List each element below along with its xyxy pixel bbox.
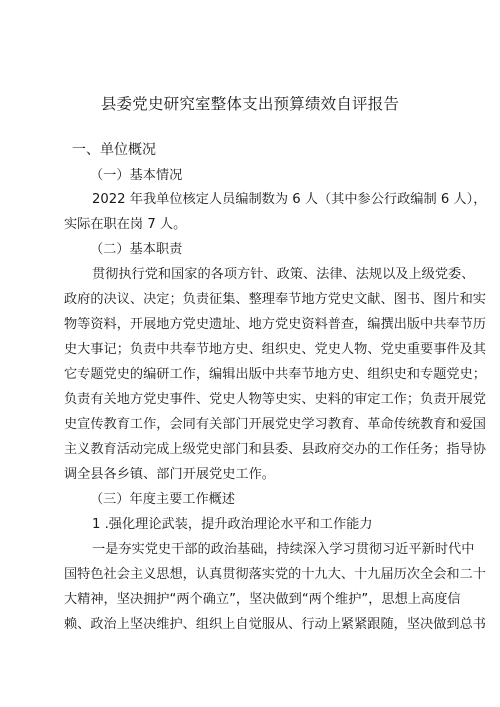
paragraph-line: 实际在职在岗 7 人。 bbox=[64, 217, 187, 232]
paragraph-line: 史大事记；负责中共奉节地方史、组织史、党史人物、党史重要事件及其 bbox=[64, 342, 486, 357]
document-title: 县委党史研究室整体支出预算绩效自评报告 bbox=[100, 95, 400, 113]
paragraph-line: 负责有关地方党史事件、党史人物等史实、史料的审定工作；负责开展党 bbox=[64, 392, 486, 407]
item-heading: 1 .强化理论武装，提升政治理论水平和工作能力 bbox=[92, 517, 373, 532]
paragraph-line: 它专题党史的编研工作，编辑出版中共奉节地方史、组织史和专题党史； bbox=[64, 367, 486, 382]
paragraph-line: 大精神，坚决拥护“两个确立”，坚决做到“两个维护”，思想上高度信 bbox=[64, 592, 461, 607]
subsection-heading-duties: （二）基本职责 bbox=[90, 242, 183, 257]
paragraph-line: 2022 年我单位核定人员编制数为 6 人（其中参公行政编制 6 人）， bbox=[92, 192, 487, 207]
paragraph-line: 赖、政治上坚决维护、组织上自觉服从、行动上紧紧跟随，坚决做到总书 bbox=[64, 617, 486, 632]
paragraph-line: 贯彻执行党和国家的各项方针、政策、法律、法规以及上级党委、 bbox=[92, 267, 475, 282]
subsection-heading-work-overview: （三）年度主要工作概述 bbox=[90, 492, 236, 507]
paragraph-line: 主义教育活动完成上级党史部门和县委、县政府交办的工作任务；指导协 bbox=[64, 442, 486, 457]
subsection-heading-basic-info: （一）基本情况 bbox=[90, 168, 183, 183]
paragraph-line: 物等资料，开展地方党史遗址、地方党史资料普查，编撰出版中共奉节历 bbox=[64, 317, 486, 332]
paragraph-line: 一是夯实党史干部的政治基础，持续深入学习贯彻习近平新时代中 bbox=[92, 542, 475, 557]
paragraph-line: 史宣传教育工作，会同有关部门开展党史学习教育、革命传统教育和爱国 bbox=[64, 417, 486, 432]
paragraph-line: 调全县各乡镇、部门开展党史工作。 bbox=[64, 467, 275, 482]
paragraph-line: 政府的决议、决定；负责征集、整理奉节地方党史文献、图书、图片和实 bbox=[64, 292, 486, 307]
paragraph-line: 国特色社会主义思想，认真贯彻落实党的十九大、十九届历次全会和二十 bbox=[64, 567, 486, 582]
section-heading-unit-overview: 一、单位概况 bbox=[72, 142, 156, 158]
